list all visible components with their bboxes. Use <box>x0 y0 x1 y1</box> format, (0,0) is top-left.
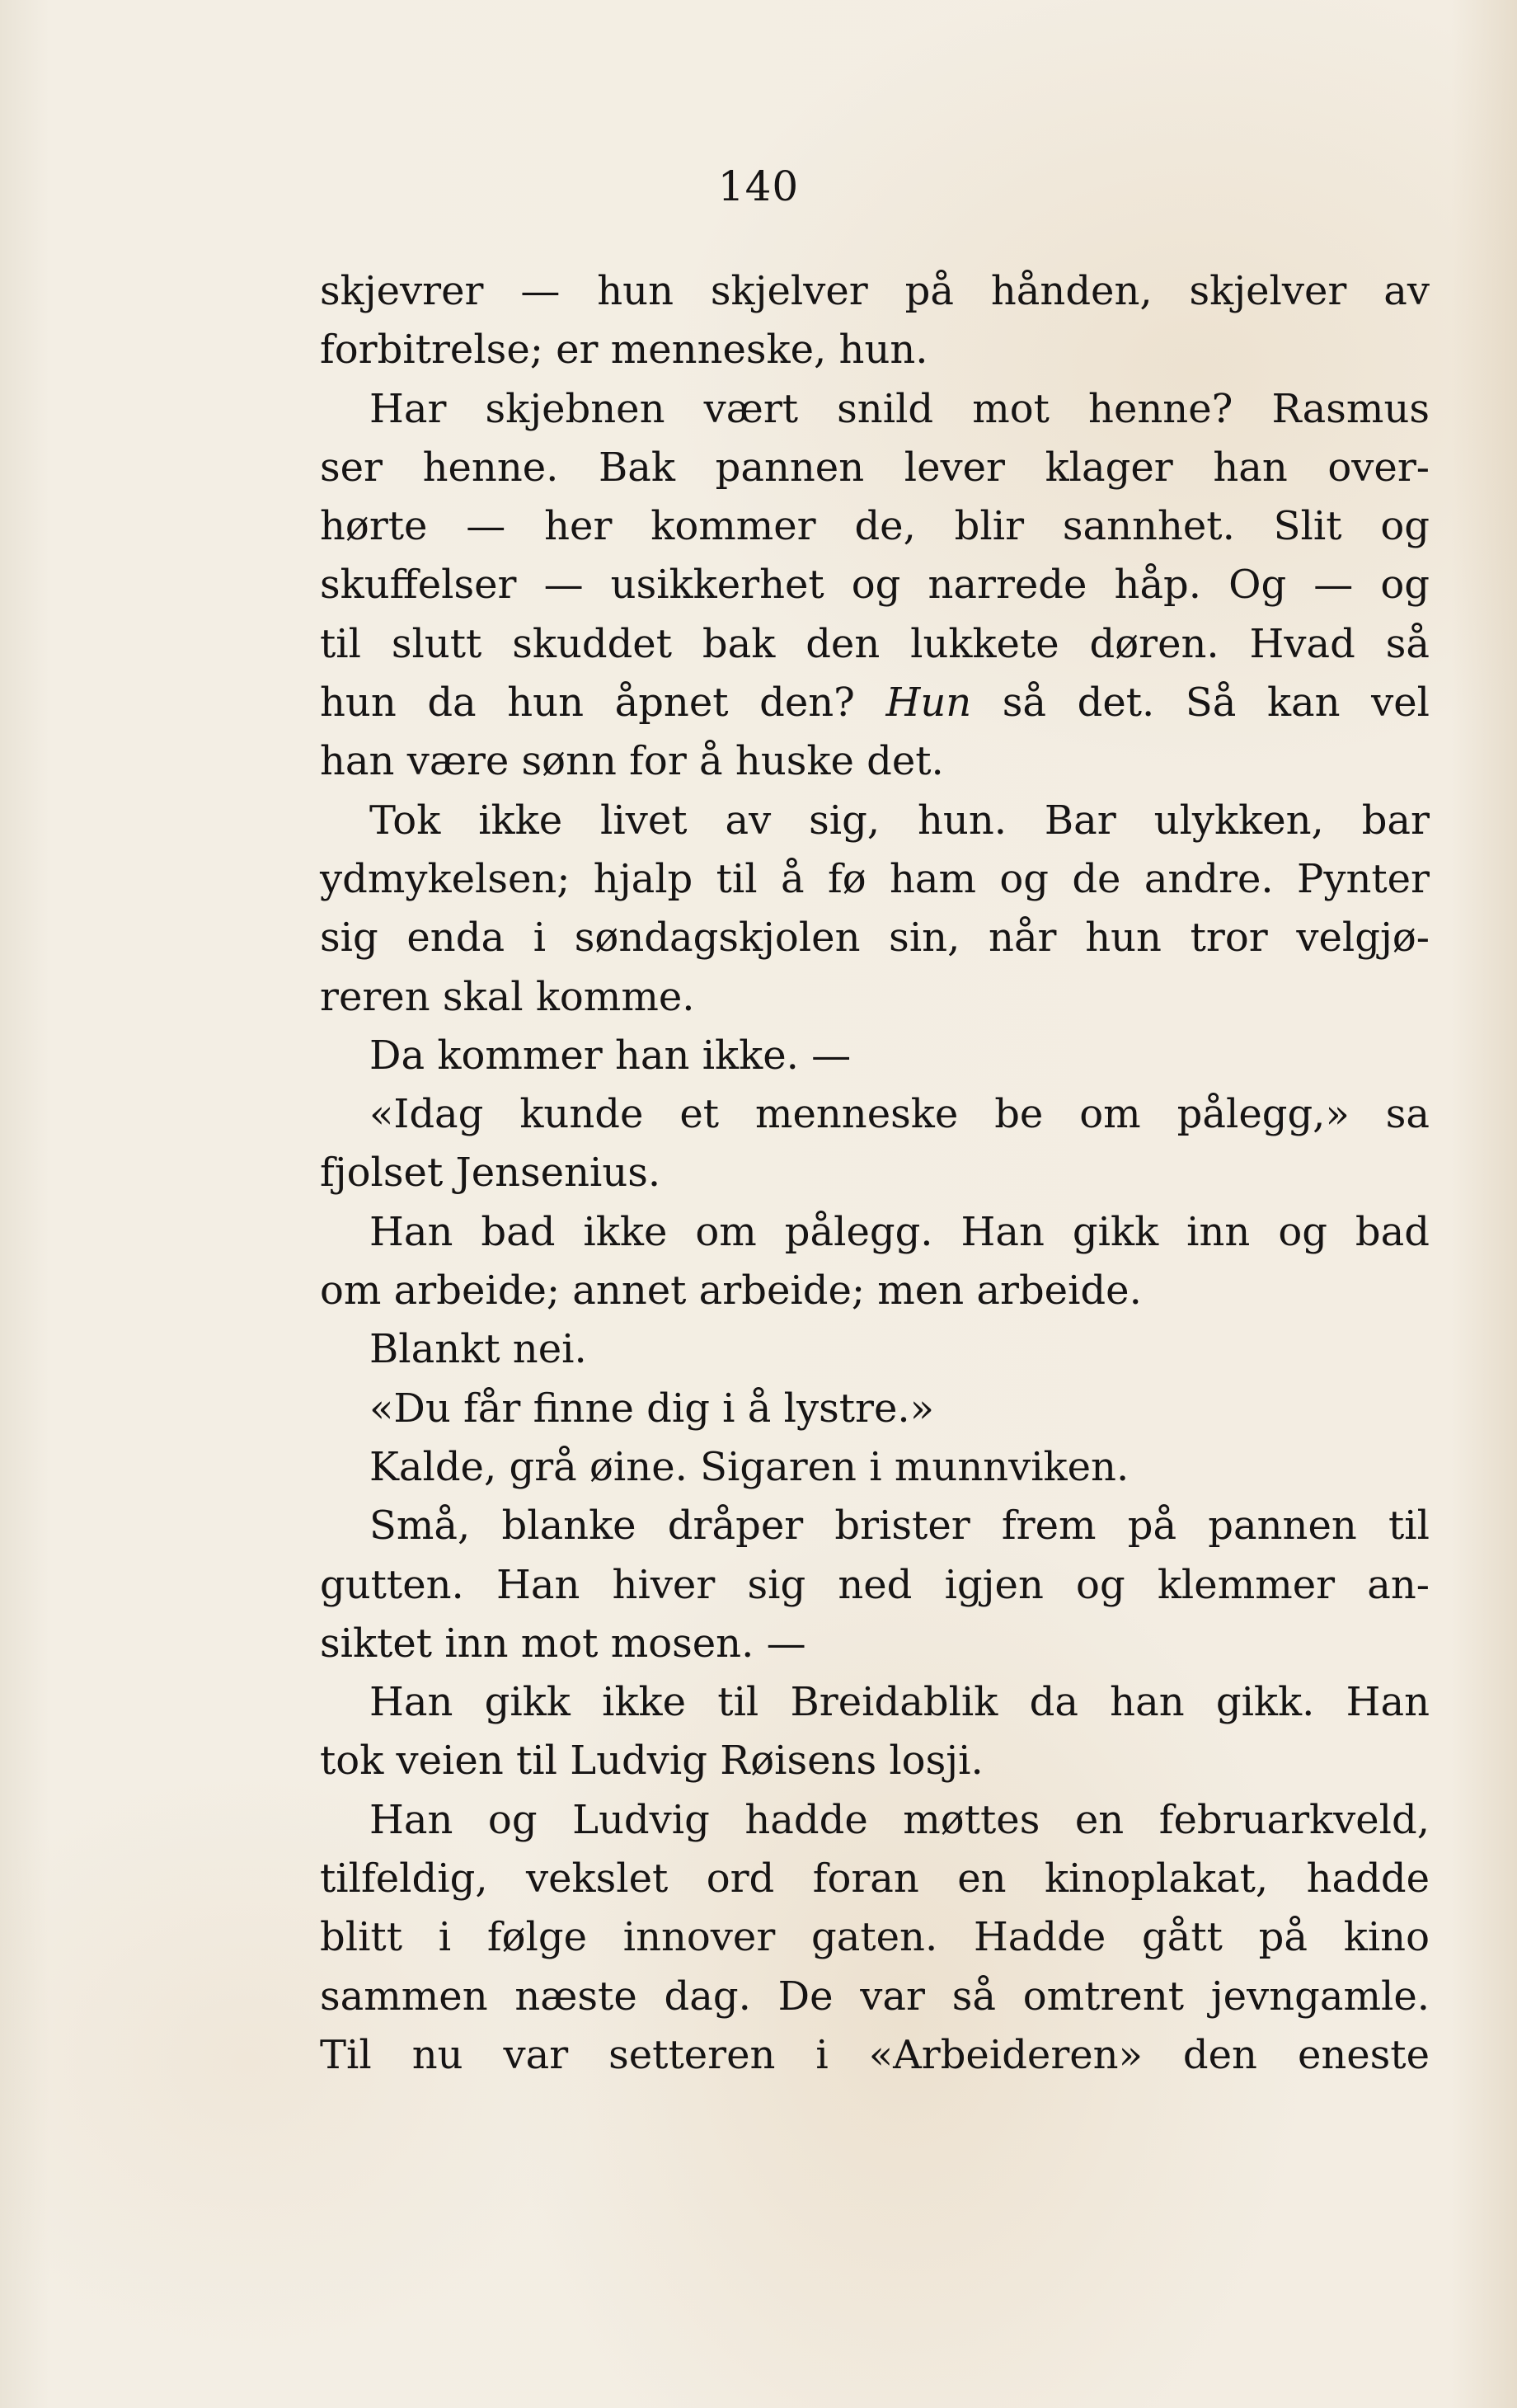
text-line: hørte — her kommer de, blir sannhet. Slit og <box>320 503 1430 550</box>
text-line: Små, blanke dråper brister frem på pannen til <box>369 1503 1430 1550</box>
text-line: Tok ikke livet av sig, hun. Bar ulykken, bar <box>369 797 1430 844</box>
text-line: sig enda i søndagskjolen sin, når hun tror velgjø- <box>320 915 1430 962</box>
text-line: skjevrer — hun skjelver på hånden, skjelver av <box>320 268 1430 314</box>
text-line: Da kommer han ikke. — <box>369 1032 852 1079</box>
text-line: blitt i følge innover gaten. Hadde gått på kino <box>320 1914 1430 1961</box>
italic-word: Hun <box>885 680 972 727</box>
text-line: Blankt nei. <box>369 1326 587 1373</box>
text-segment: så det. Så kan vel <box>1002 680 1430 727</box>
text-line: ydmykelsen; hjalp til å fø ham og de andre. Pynter <box>320 855 1430 902</box>
text-line: om arbeide; annet arbeide; men arbeide. <box>320 1267 1142 1315</box>
text-line: tilfeldig, vekslet ord foran en kinoplakat, hadde <box>320 1855 1430 1902</box>
text-line: fjolset Jensenius. <box>320 1150 661 1197</box>
text-line: gutten. Han hiver sig ned igjen og klemmer an- <box>320 1561 1430 1608</box>
body-text <box>320 262 1430 2085</box>
text-line: forbitrelse; er menneske, hun. <box>320 327 928 374</box>
text-line: Han bad ikke om pålegg. Han gikk inn og bad <box>369 1208 1430 1255</box>
text-line: tok veien til Ludvig Røisens losji. <box>320 1738 984 1785</box>
text-line: han være sønn for å huske det. <box>320 738 944 785</box>
text-line: sammen næste dag. De var så omtrent jevngamle. <box>320 1973 1430 2020</box>
text-line: Kalde, grå øine. Sigaren i munnviken. <box>369 1443 1130 1490</box>
text-line: Har skjebnen vært snild mot henne? Rasmus <box>369 385 1430 432</box>
text-line: Han gikk ikke til Breidablik da han gikk. Han <box>369 1679 1430 1726</box>
text-line: reren skal komme. <box>320 973 695 1020</box>
text-line: Til nu var setteren i «Arbeideren» den eneste <box>320 2031 1430 2078</box>
text-line: ser henne. Bak pannen lever klager han over- <box>320 444 1430 491</box>
text-line: «Du får finne dig i å lystre.» <box>369 1385 935 1432</box>
text-line: til slutt skuddet bak den lukkete døren. Hvad så <box>320 620 1430 667</box>
text-line: «Idag kunde et menneske be om pålegg,» sa <box>369 1091 1430 1138</box>
text-line: skuffelser — usikkerhet og narrede håp. Og — og <box>320 562 1430 609</box>
text-line-mixed <box>320 674 1430 732</box>
text-segment: hun da hun åpnet den? <box>320 680 855 727</box>
page-number: 140 <box>717 162 800 210</box>
text-line: siktet inn mot mosen. — <box>320 1620 806 1667</box>
text-line: Han og Ludvig hadde møttes en februarkveld, <box>369 1796 1430 1843</box>
